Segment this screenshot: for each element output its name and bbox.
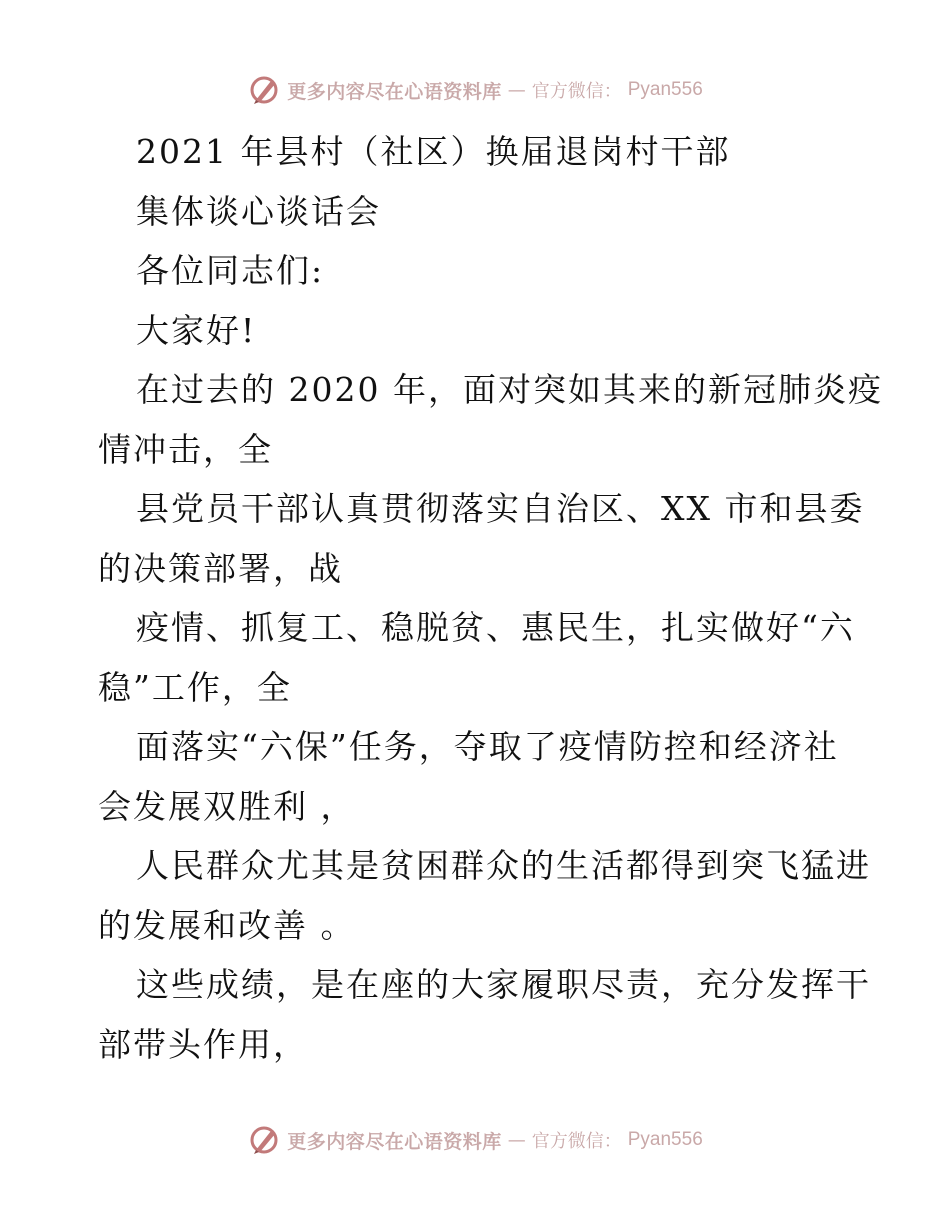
text-line: 人民群众尤其是贫困群众的生活都得到突飞猛进 [136,846,871,885]
watermark-separator: — [507,79,526,101]
text-line: 大家好! [136,310,257,350]
watermark-site-text: 更多内容尽在心语资料库 [287,1130,502,1153]
text-line: 2021 年县村（社区）换届退岗村干部 [136,132,731,171]
pen-logo-icon [247,1123,281,1157]
pen-logo-icon [247,73,281,107]
text-line: 情冲击，全 [98,429,273,469]
text-line: 面落实“六保”任务，夺取了疫情防控和经济社 [136,727,839,766]
text-line: 县党员干部认真贯彻落实自治区、XX 市和县委 [136,489,865,528]
watermark-site-text: 更多内容尽在心语资料库 [287,80,502,103]
watermark-wechat-id: Pyan556 [627,1129,703,1150]
watermark-separator: — [507,1129,526,1151]
watermark-wechat-id: Pyan556 [627,79,703,100]
text-line: 集体谈心谈话会 [136,191,381,231]
text-line: 各位同志们: [136,251,325,290]
text-line: 部带头作用， [98,1024,308,1064]
text-line: 疫情、抓复工、稳脱贫、惠民生，扎实做好“六 [136,608,855,647]
text-line: 的发展和改善 。 [98,905,356,945]
watermark-wechat-label: 官方微信： [531,1131,622,1152]
text-line: 这些成绩，是在座的大家履职尽责，充分发挥干 [136,965,871,1004]
footer-watermark [0,1120,950,1160]
header-watermark [0,70,950,110]
text-line: 会发展双胜利 ， [98,786,356,826]
text-line: 的决策部署，战 [98,548,343,588]
text-line: 在过去的 2020 年，面对突如其来的新冠肺炎疫 [136,370,883,409]
text-line: 稳”工作，全 [98,667,292,707]
watermark-wechat-label: 官方微信： [531,81,622,102]
document-body [98,122,883,1074]
